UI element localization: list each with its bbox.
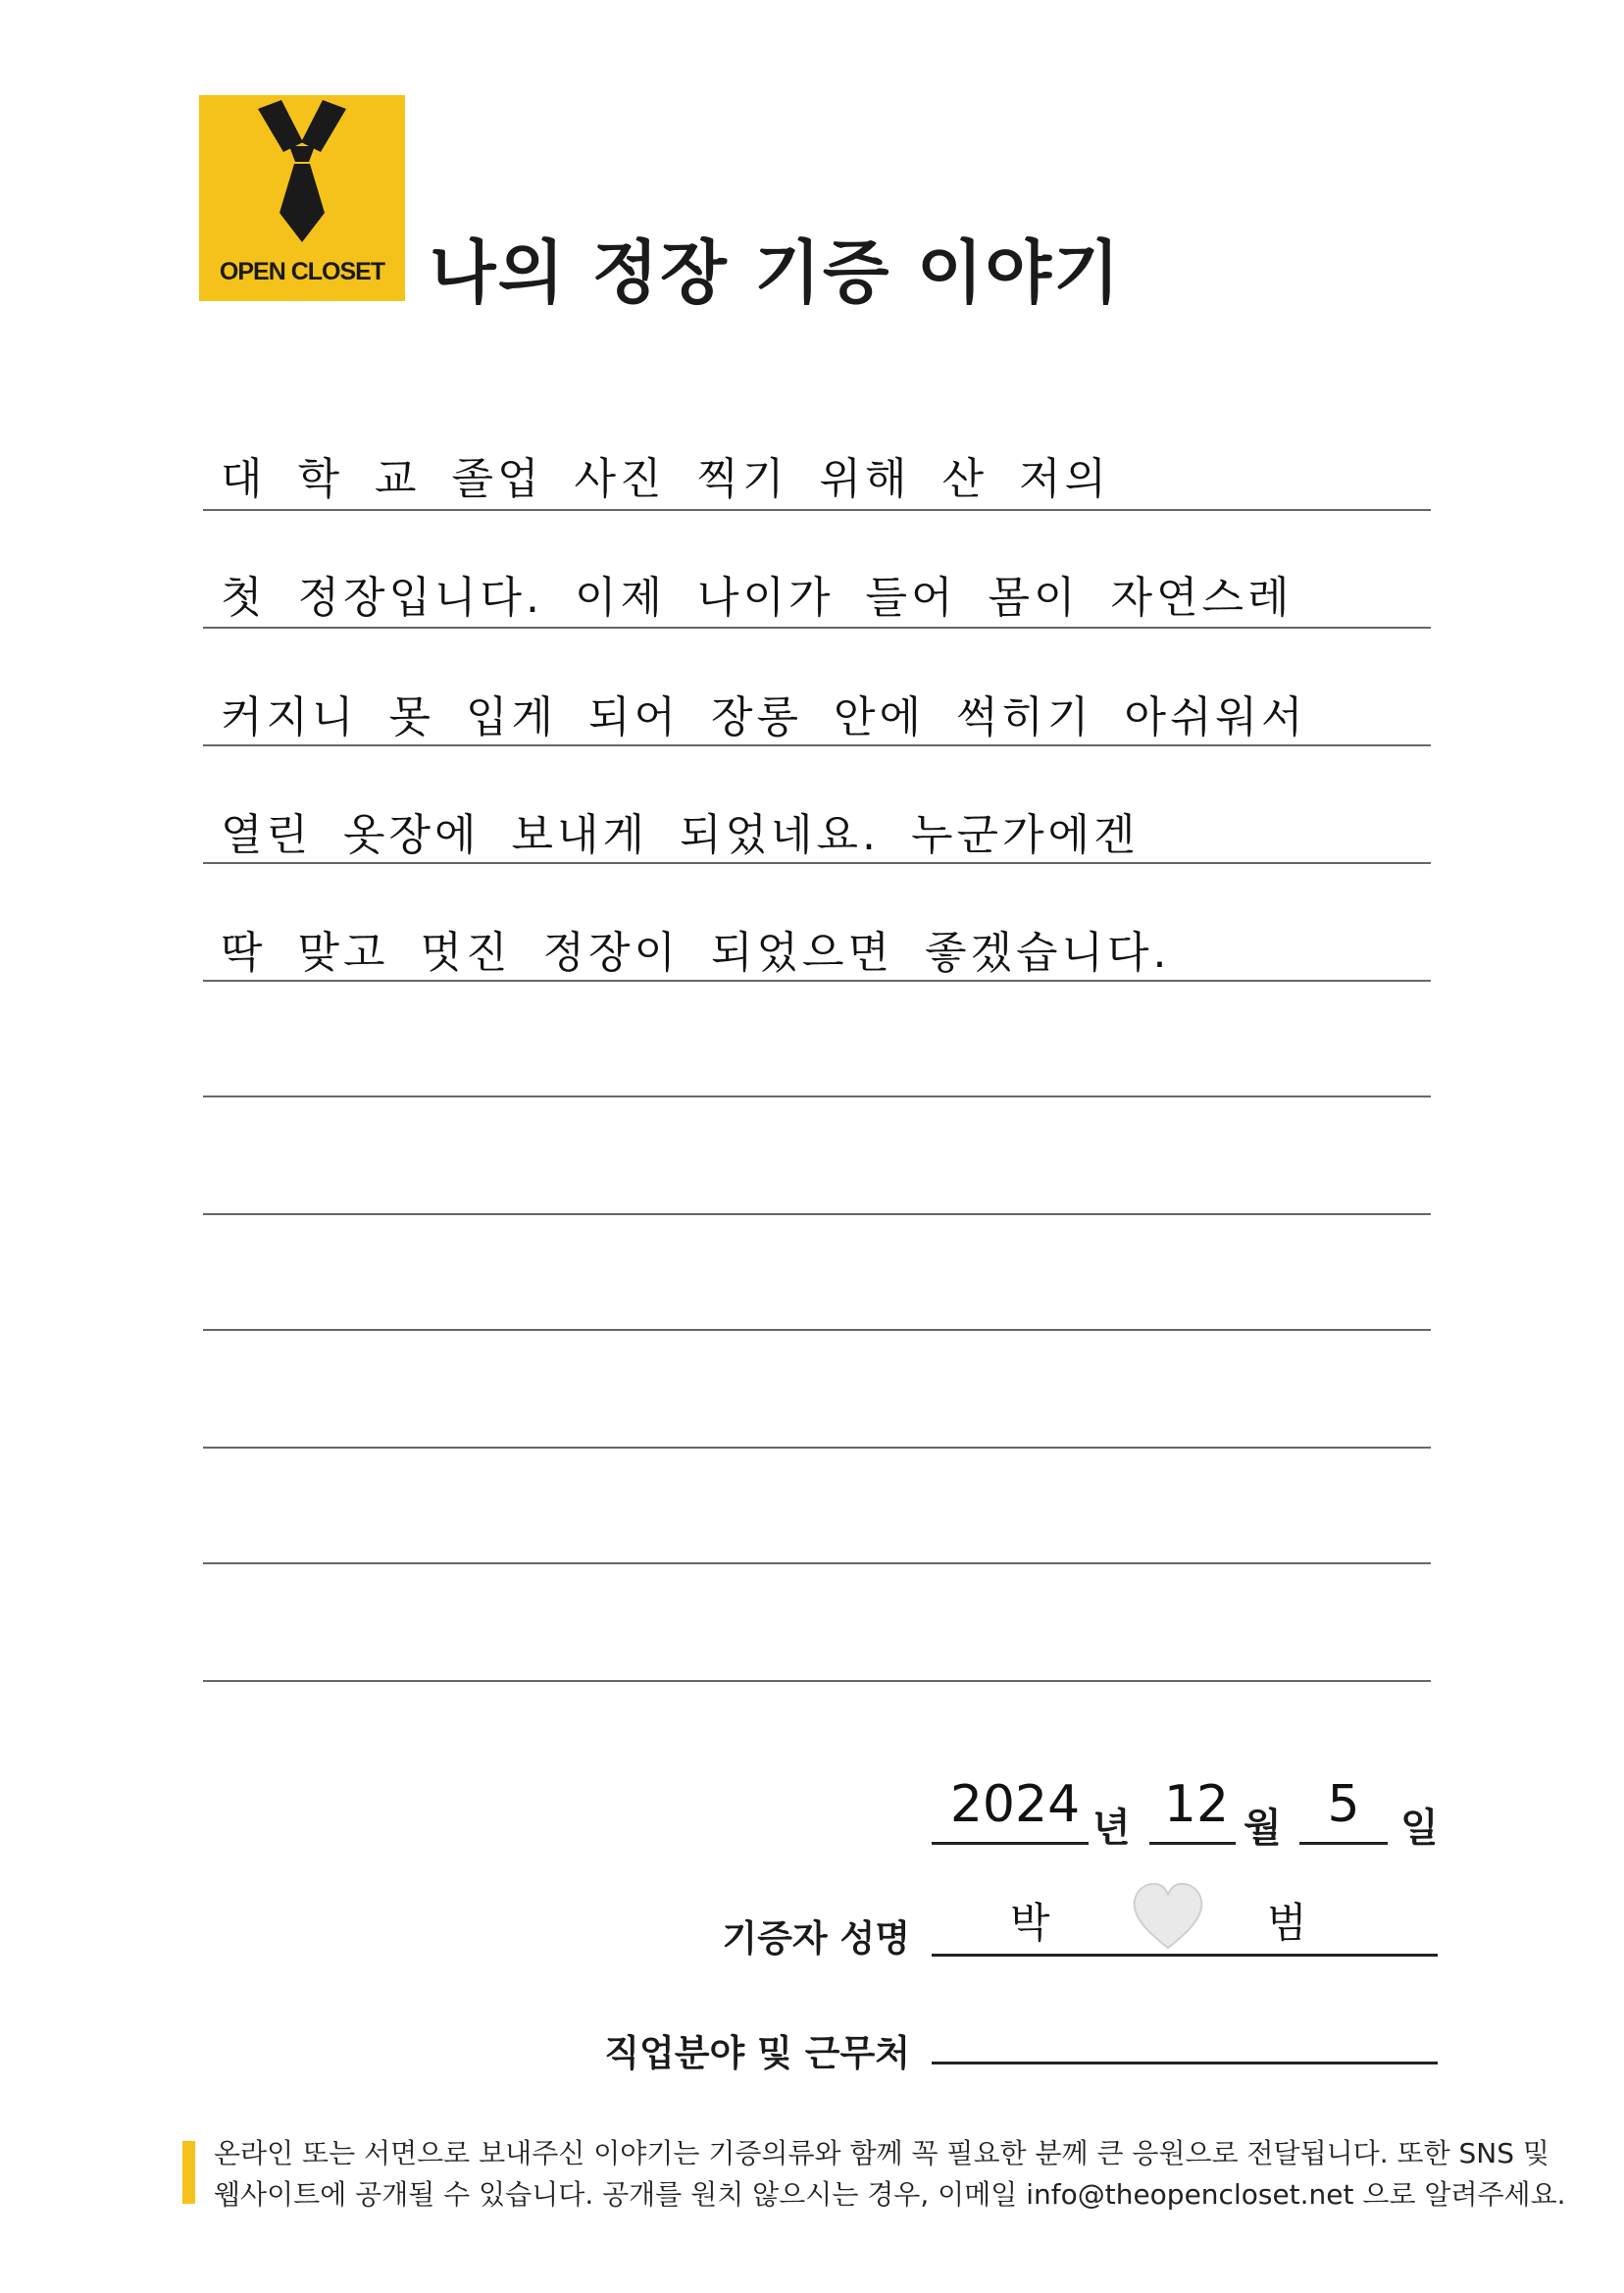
ruled-line xyxy=(203,1329,1431,1331)
notice-line-1: 온라인 또는 서면으로 보내주신 이야기는 기증의류와 함께 꼭 필요한 분께 큰 응원으로 전달됩니다. 또한 SNS 및 xyxy=(214,2137,1549,2169)
ruled-line xyxy=(203,1680,1431,1682)
date-day-underline xyxy=(1299,1842,1388,1845)
date-month-underline xyxy=(1149,1842,1236,1845)
ruled-line xyxy=(203,980,1431,982)
ruled-line xyxy=(203,509,1431,511)
donor-name-first: 박 xyxy=(1010,1899,1050,1947)
ruled-line xyxy=(203,1213,1431,1215)
date-year: 2024 xyxy=(949,1775,1081,1834)
open-closet-logo xyxy=(199,95,405,301)
donor-name-label: 기증자 성명 xyxy=(722,1917,910,1960)
date-year-underline xyxy=(932,1842,1089,1845)
logo-wordmark: OPEN CLOSET xyxy=(219,258,385,285)
story-line-2: 첫 정장입니다. 이제 나이가 들어 몸이 자연스레 xyxy=(221,573,1294,623)
notice-accent-bar xyxy=(182,2141,195,2204)
story-line-3: 커지니 못 입게 되어 장롱 안에 썩히기 아쉬워서 xyxy=(221,692,1307,742)
story-line-1: 대 학 교 졸업 사진 찍기 위해 산 저의 xyxy=(221,454,1110,504)
donor-name-underline xyxy=(932,1954,1438,1957)
ruled-line xyxy=(203,862,1431,864)
ruled-line xyxy=(203,1447,1431,1449)
date-day: 5 xyxy=(1327,1775,1360,1834)
date-day-unit: 일 xyxy=(1400,1806,1439,1851)
page-title: 나의 정장 기증 이야기 xyxy=(430,232,1122,313)
donor-name-last: 범 xyxy=(1267,1899,1307,1947)
privacy-notice xyxy=(214,2133,1566,2216)
occupation-label: 직업분야 및 근무처 xyxy=(604,2032,910,2074)
date-month: 12 xyxy=(1163,1775,1230,1834)
story-line-5: 딱 맞고 멋진 정장이 되었으면 좋겠습니다. xyxy=(221,928,1171,978)
story-line-4: 열린 옷장에 보내게 되었네요. 누군가에겐 xyxy=(221,810,1140,860)
ruled-line xyxy=(203,1562,1431,1564)
heart-icon xyxy=(1131,1881,1205,1952)
date-month-unit: 월 xyxy=(1243,1806,1282,1851)
occupation-underline xyxy=(932,2062,1438,2064)
date-year-unit: 년 xyxy=(1092,1806,1131,1851)
ruled-line xyxy=(203,627,1431,629)
notice-line-2: 웹사이트에 공개될 수 있습니다. 공개를 원치 않으시는 경우, 이메일 info@theopencloset.net 으로 알려주세요. xyxy=(214,2178,1566,2211)
ruled-line xyxy=(203,744,1431,746)
ruled-line xyxy=(203,1096,1431,1097)
